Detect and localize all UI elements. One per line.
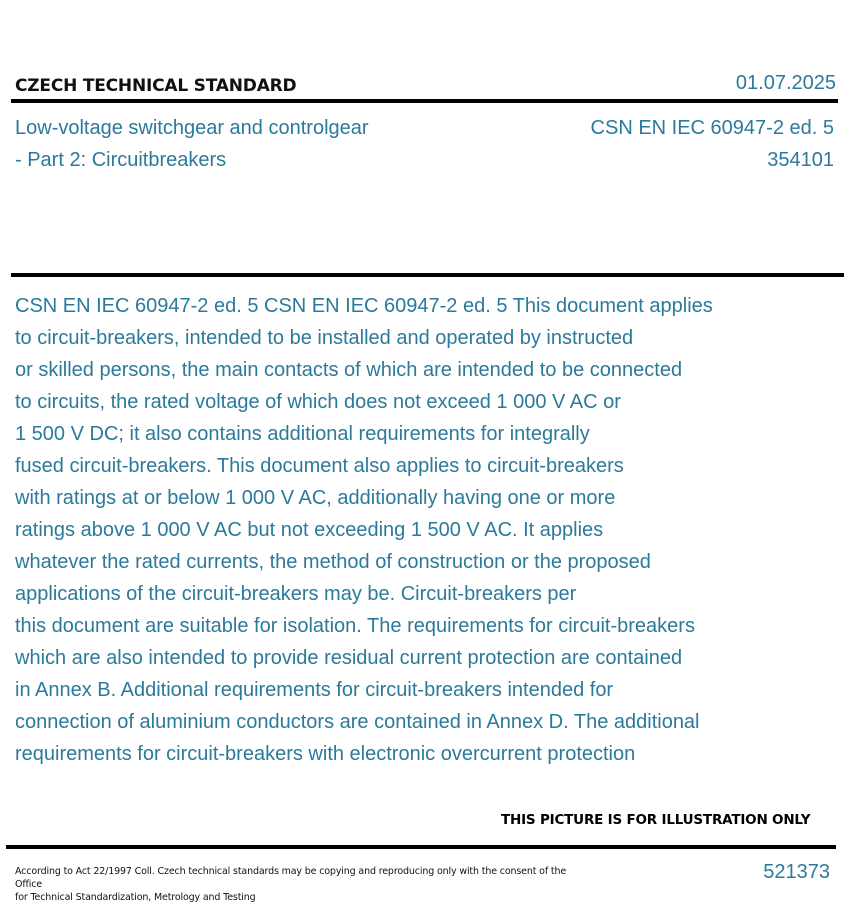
document-title-line-2: - Part 2: Circuitbreakers [15, 149, 227, 171]
standard-code: CSN EN IEC 60947-2 ed. 5 [590, 117, 834, 139]
document-title-line-1: Low-voltage switchgear and controlgear [15, 117, 369, 139]
footer-divider [6, 845, 836, 849]
copyright-notice: According to Act 22/1997 Coll. Czech technical standards may be copying and reproducing only with the consent of the Office for Technical Standardization, Metrology and Testing [15, 866, 567, 903]
standard-type-label: CZECH TECHNICAL STANDARD [15, 76, 297, 96]
title-divider [11, 273, 844, 277]
header-divider [11, 99, 838, 103]
illustration-disclaimer: THIS PICTURE IS FOR ILLUSTRATION ONLY [501, 812, 811, 828]
document-abstract: CSN EN IEC 60947-2 ed. 5 CSN EN IEC 60947-2 ed. 5 This document applies to circuit-breakers, intended to be installed and operated by instructed or skilled persons, the main contacts of which are intended to be connected to circuits, the rated voltage of which does not exceed 1 000 V AC or 1 500 V DC; it also contains additional requirements for integrally fused circuit-breakers. This document also applies to circuit-breakers with ratings at or below 1 000 V AC, additionally having one or more ratings above 1 000 V AC but not exceeding 1 500 V AC. It applies whatever the rated currents, the method of construction or the proposed applications of the circuit-breakers may be. Circuit-breakers per this document are suitable for isolation. The requirements for circuit-breakers which are also intended to provide residual current protection are contained in Annex B. Additional requirements for circuit-breakers intended for connection of aluminium conductors are contained in Annex D. The additional requirements for circuit-breakers with electronic overcurrent protection [15, 295, 713, 765]
publication-date: 01.07.2025 [735, 72, 836, 94]
catalog-number: 521373 [763, 861, 830, 883]
classification-number: 354101 [767, 149, 834, 171]
